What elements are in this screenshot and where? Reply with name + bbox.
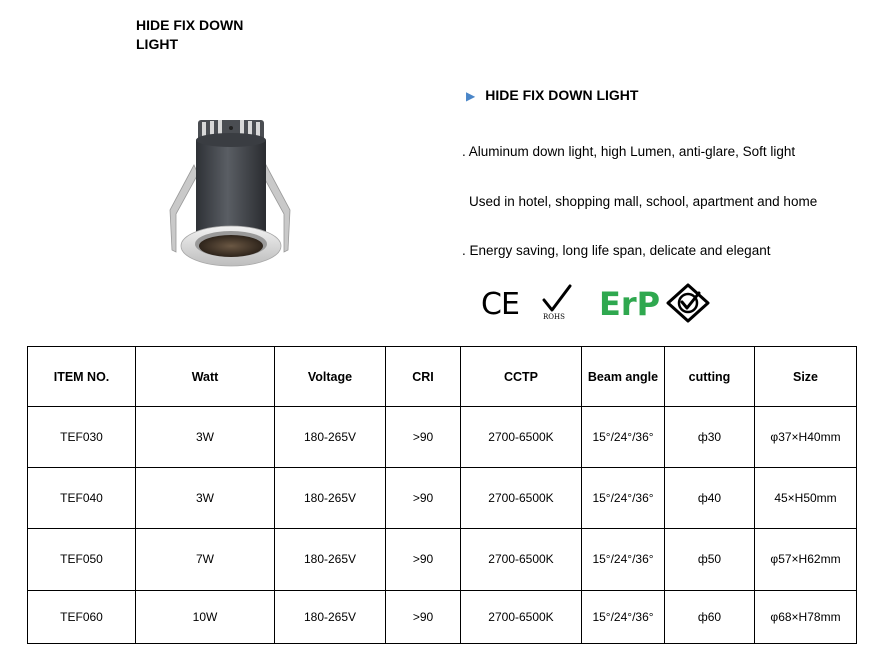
table-cell: >90 xyxy=(386,407,461,467)
rohs-label: ROHS xyxy=(543,313,565,321)
table-cell: 180-265V xyxy=(275,590,386,643)
table-cell: 2700-6500K xyxy=(461,407,582,467)
product-image xyxy=(160,110,300,280)
check-icon xyxy=(544,286,570,310)
table-header-row xyxy=(28,347,857,407)
column-header: Voltage xyxy=(275,347,386,407)
column-header: cutting xyxy=(665,347,755,407)
table-row xyxy=(28,407,857,467)
table-cell: 180-265V xyxy=(275,407,386,467)
spec-table xyxy=(27,346,857,644)
table-cell: TEF030 xyxy=(28,407,136,467)
column-header: Size xyxy=(755,347,857,407)
table-cell: >90 xyxy=(386,590,461,643)
table-cell: 180-265V xyxy=(275,467,386,528)
table-row xyxy=(28,529,857,590)
triangle-bullet-icon: ▶ xyxy=(466,89,476,103)
rohs-logo xyxy=(538,282,578,322)
table-cell: 15°/24°/36° xyxy=(582,590,665,643)
table-cell: 7W xyxy=(136,529,275,590)
feature-line: . Energy saving, long life span, delicate and elegant xyxy=(462,243,771,258)
table-cell: 15°/24°/36° xyxy=(582,467,665,528)
table-cell: ф50 xyxy=(665,529,755,590)
erp-logo: ErP xyxy=(599,285,661,323)
table-cell: φ57×H62mm xyxy=(755,529,857,590)
table-cell: ф60 xyxy=(665,590,755,643)
document-title: HIDE FIX DOWN LIGHT xyxy=(136,17,244,52)
feature-line: . Aluminum down light, high Lumen, anti-glare, Soft light xyxy=(462,144,796,159)
table-cell: TEF040 xyxy=(28,467,136,528)
section-heading xyxy=(466,87,638,103)
table-cell: ф30 xyxy=(665,407,755,467)
table-cell: TEF050 xyxy=(28,529,136,590)
table-cell: 2700-6500K xyxy=(461,529,582,590)
table-row xyxy=(28,590,857,643)
table-cell: TEF060 xyxy=(28,590,136,643)
table-cell: φ37×H40mm xyxy=(755,407,857,467)
table-cell: 15°/24°/36° xyxy=(582,529,665,590)
table-cell: 3W xyxy=(136,407,275,467)
section-heading-text: HIDE FIX DOWN LIGHT xyxy=(485,87,639,103)
table-cell: 3W xyxy=(136,467,275,528)
table-cell: >90 xyxy=(386,529,461,590)
table-cell: φ68×H78mm xyxy=(755,590,857,643)
table-cell: ф40 xyxy=(665,467,755,528)
feature-line: Used in hotel, shopping mall, school, apartment and home xyxy=(469,194,818,209)
ce-mark: CE xyxy=(481,287,519,322)
table-cell: 45×H50mm xyxy=(755,467,857,528)
rcm-mark-icon xyxy=(665,282,711,324)
column-header: Beam angle xyxy=(582,347,665,407)
table-cell: >90 xyxy=(386,467,461,528)
table-cell: 180-265V xyxy=(275,529,386,590)
column-header: Watt xyxy=(136,347,275,407)
column-header: ITEM NO. xyxy=(28,347,136,407)
table-cell: 10W xyxy=(136,590,275,643)
column-header: CCTP xyxy=(461,347,582,407)
table-cell: 2700-6500K xyxy=(461,590,582,643)
table-row xyxy=(28,467,857,528)
table-cell: 2700-6500K xyxy=(461,467,582,528)
column-header: CRI xyxy=(386,347,461,407)
table-cell: 15°/24°/36° xyxy=(582,407,665,467)
